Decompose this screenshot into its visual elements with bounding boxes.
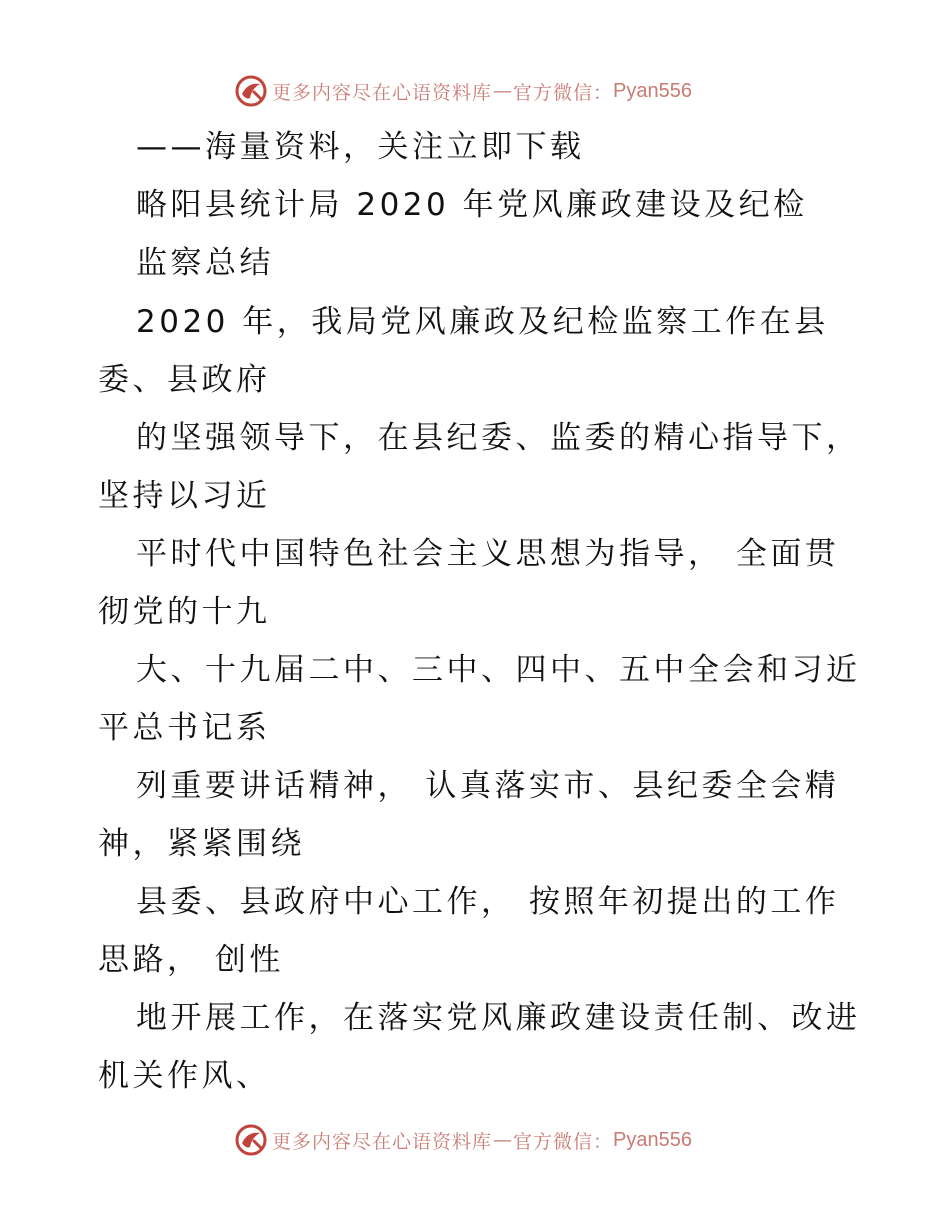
- document-line: 思路， 创性: [98, 942, 284, 978]
- document-line: 委、县政府: [98, 362, 271, 398]
- red-swirl-logo-icon: [234, 1123, 268, 1157]
- document-line: 2020 年，我局党风廉政及纪检监察工作在县: [136, 304, 829, 340]
- footer-watermark: [234, 1122, 692, 1158]
- document-line: 平时代中国特色社会主义思想为指导， 全面贯: [136, 536, 840, 572]
- watermark-wechat-id: Pyan556: [613, 1128, 692, 1151]
- watermark-label: 官方微信：: [513, 1130, 614, 1153]
- watermark-wechat-id: Pyan556: [613, 79, 692, 102]
- watermark-label: 官方微信：: [513, 81, 614, 104]
- document-title-line: 略阳县统计局 2020 年党风廉政建设及纪检: [136, 187, 808, 223]
- document-line: 县委、县政府中心工作， 按照年初提出的工作: [136, 884, 840, 920]
- document-line: 地开展工作，在落实党风廉政建设责任制、改进: [136, 1000, 861, 1036]
- red-swirl-logo-icon: [234, 74, 268, 108]
- document-line: 平总书记系: [98, 710, 271, 746]
- document-line: 神，紧紧围绕: [98, 826, 305, 862]
- document-line: 列重要讲话精神， 认真落实市、县纪委全会精: [136, 768, 840, 804]
- document-line: 彻党的十九: [98, 594, 271, 630]
- document-line: ——海量资料，关注立即下载: [136, 129, 585, 165]
- document-line: 坚持以习近: [98, 478, 271, 514]
- watermark-main-text: 更多内容尽在心语资料库: [272, 1130, 493, 1153]
- watermark-main-text: 更多内容尽在心语资料库: [272, 81, 493, 104]
- document-line: 的坚强领导下，在县纪委、监委的精心指导下，: [136, 420, 861, 456]
- watermark-separator: —: [493, 80, 513, 102]
- watermark-separator: —: [493, 1129, 513, 1151]
- document-line: 机关作风、: [98, 1058, 271, 1094]
- document-line: 大、十九届二中、三中、四中、五中全会和习近: [136, 652, 861, 688]
- document-title-line: 监察总结: [136, 245, 274, 281]
- header-watermark: [234, 73, 692, 109]
